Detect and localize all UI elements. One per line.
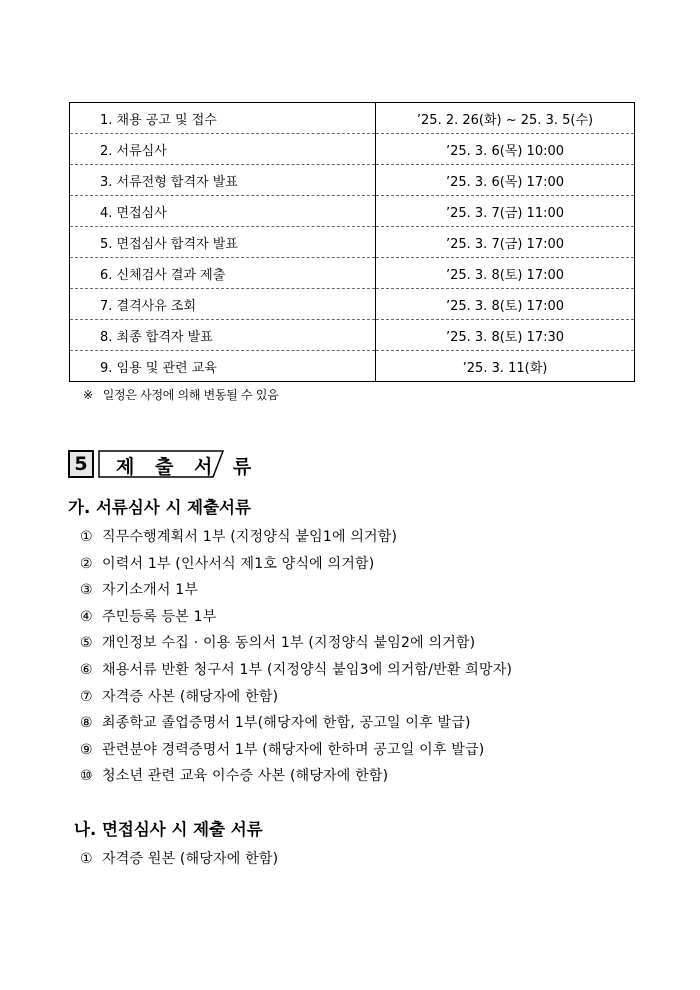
interview-list [80, 846, 278, 873]
item-text: 자기소개서 1부 [102, 582, 199, 599]
item-number: ① [80, 851, 93, 867]
item-text: 주민등록 등본 1부 [102, 608, 217, 625]
date-cell: ’25. 3. 8(토) 17:00 [376, 258, 635, 289]
step-cell: 2. 서류심사 [70, 134, 376, 165]
list-item [80, 524, 512, 551]
item-text: 최종학교 졸업증명서 1부(해당자에 한함, 공고일 이후 발급) [102, 715, 471, 732]
table-row [70, 289, 635, 320]
step-cell: 8. 최종 합격자 발표 [70, 320, 376, 351]
table-row [70, 134, 635, 165]
list-item [80, 657, 512, 684]
list-item [80, 710, 512, 737]
list-item [80, 763, 512, 790]
table-row [70, 351, 635, 382]
date-cell: ’25. 3. 11(화) [376, 351, 635, 382]
item-text: 채용서류 반환 청구서 1부 (지정양식 붙임3에 의거함/반환 희망자) [102, 661, 513, 678]
doc-review-list [80, 524, 512, 790]
item-text: 이력서 1부 (인사서식 제1호 양식에 의거함) [102, 555, 375, 572]
item-text: 자격증 사본 (해당자에 한함) [102, 688, 279, 705]
table-row [70, 165, 635, 196]
table-row [70, 320, 635, 351]
date-cell: ’25. 3. 7(금) 17:00 [376, 227, 635, 258]
section-title-box [98, 450, 259, 478]
list-item [80, 604, 512, 631]
item-number: ⑦ [80, 688, 93, 705]
table-row [70, 227, 635, 258]
list-item [80, 551, 512, 578]
item-text: 관련분야 경력증명서 1부 (해당자에 한하며 공고일 이후 발급) [102, 741, 485, 758]
date-cell: ’25. 3. 6(목) 17:00 [376, 165, 635, 196]
note-text: 일정은 사정에 의해 변동될 수 있음 [102, 388, 279, 402]
schedule-note [83, 386, 278, 403]
item-text: 직무수행계획서 1부 (지정양식 붙임1에 의거함) [102, 529, 398, 545]
step-cell: 9. 임용 및 관련 교육 [70, 351, 376, 382]
date-cell: ’25. 3. 7(금) 11:00 [376, 196, 635, 227]
step-cell: 5. 면접심사 합격자 발표 [70, 227, 376, 258]
step-cell: 4. 면접심사 [70, 196, 376, 227]
date-cell: ’25. 2. 26(화) ~ 25. 3. 5(수) [376, 103, 635, 134]
section-title: 제 출 서 류 [116, 456, 259, 478]
interview-heading: 나. 면접심사 시 제출 서류 [74, 820, 263, 839]
list-item [80, 846, 278, 873]
item-number: ④ [80, 608, 93, 625]
date-cell: ’25. 3. 6(목) 10:00 [376, 134, 635, 165]
section-number: 5 [68, 450, 94, 478]
date-cell: ’25. 3. 8(토) 17:00 [376, 289, 635, 320]
item-number: ⑩ [80, 768, 93, 785]
item-number: ⑨ [80, 741, 93, 758]
table-row [70, 103, 635, 134]
list-item [80, 737, 512, 764]
item-number: ⑥ [80, 661, 93, 678]
step-cell: 6. 신체검사 결과 제출 [70, 258, 376, 289]
item-number: ① [80, 529, 93, 545]
list-item [80, 577, 512, 604]
item-number: ② [80, 555, 93, 572]
table-row [70, 258, 635, 289]
list-item [80, 684, 512, 711]
step-cell: 7. 결격사유 조회 [70, 289, 376, 320]
item-text: 청소년 관련 교육 이수증 사본 (해당자에 한함) [102, 768, 389, 785]
item-number: ③ [80, 582, 93, 599]
step-cell: 3. 서류전형 합격자 발표 [70, 165, 376, 196]
item-text: 개인정보 수집 · 이용 동의서 1부 (지정양식 붙임2에 의거함) [102, 635, 476, 652]
step-cell: 1. 채용 공고 및 접수 [70, 103, 376, 134]
doc-review-heading: 가. 서류심사 시 제출서류 [68, 498, 251, 517]
schedule-table [69, 102, 635, 382]
item-number: ⑧ [80, 715, 93, 732]
table-row [70, 196, 635, 227]
reference-mark-icon: ※ [83, 388, 93, 402]
list-item [80, 630, 512, 657]
date-cell: ’25. 3. 8(토) 17:30 [376, 320, 635, 351]
item-text: 자격증 원본 (해당자에 한함) [102, 851, 279, 867]
item-number: ⑤ [80, 635, 93, 652]
